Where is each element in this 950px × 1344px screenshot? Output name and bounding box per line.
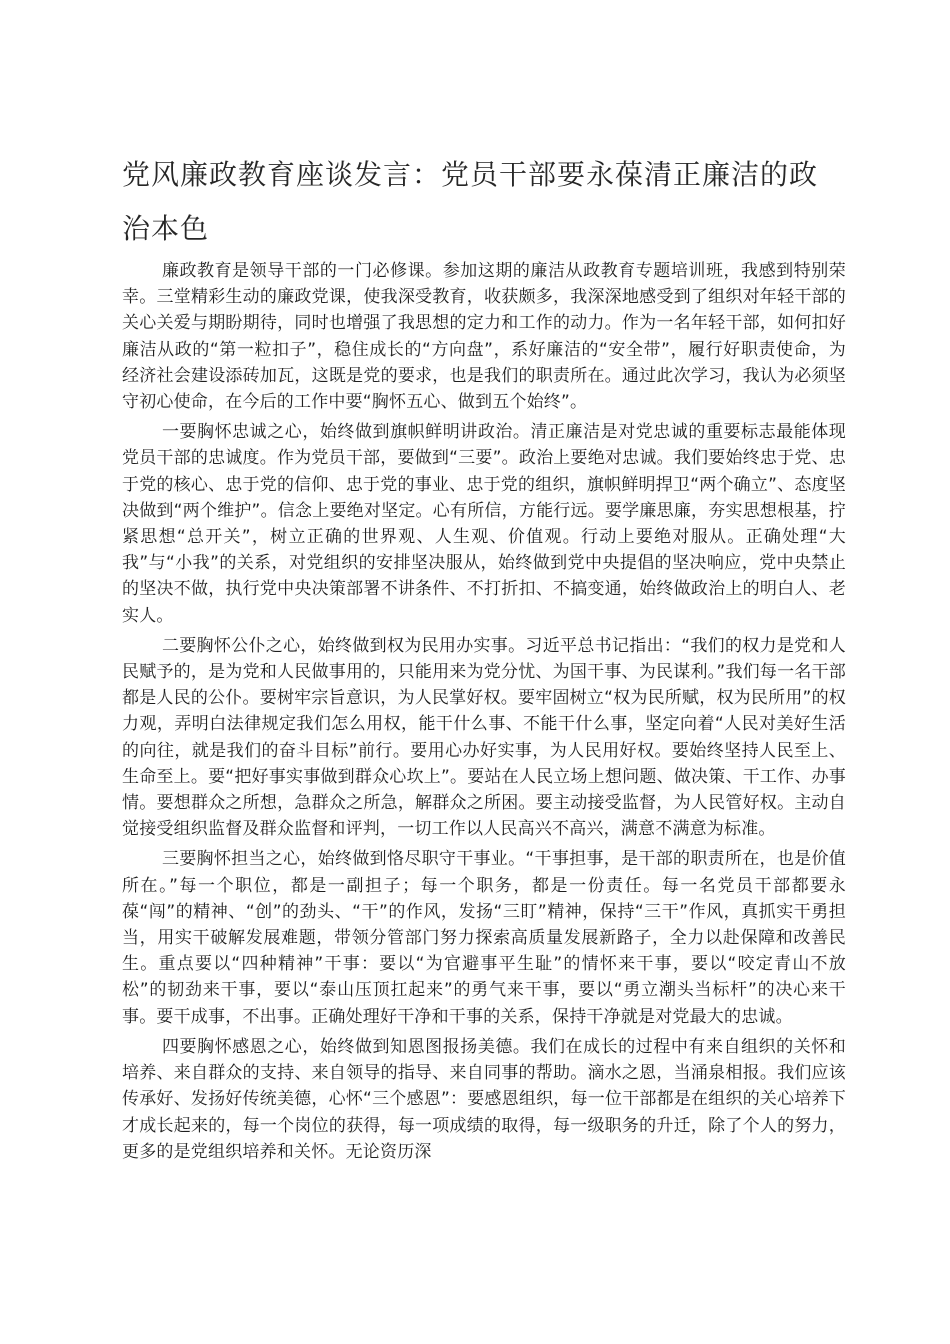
document-body (122, 258, 846, 1169)
paragraph-responsibility: 三要胸怀担当之心，始终做到恪尽职守干事业。“干事担事，是干部的职责所在，也是价值所在。”每一个职位，都是一副担子；每一个职务，都是一份责任。每一名党员干部都要永葆“闯”的精神、“创”的劲头、“干”的作风，发扬“三盯”精神，保持“三干”作风，真抓实干勇担当，用实干破解发展难题，带领分管部门努力探索高质量发展新路子，全力以赴保障和改善民生。重点要以“四种精神”干事：要以“为官避事平生耻”的情怀来干事，要以“咬定青山不放松”的韧劲来干事，要以“泰山压顶扛起来”的勇气来干事，要以“勇立潮头当标杆”的决心来干事。要干成事，不出事。正确处理好干净和干事的关系，保持干净就是对党最大的忠诚。 (122, 849, 846, 1027)
document-title: 党风廉政教育座谈发言：党员干部要永葆清正廉洁的政治本色 (122, 158, 819, 245)
intro-paragraph: 廉政教育是领导干部的一门必修课。参加这期的廉洁从政教育专题培训班，我感到特别荣幸。三堂精彩生动的廉政党课，使我深受教育，收获颇多，我深深地感受到了组织对年轻干部的关心关爱与期盼期待，同时也增强了我思想的定力和工作的动力。作为一名年轻干部，如何扣好廉洁从政的“第一粒扣子”，稳住成长的“方向盘”，系好廉洁的“安全带”，履行好职责使命，为经济社会建设添砖加瓦，这既是党的要求，也是我们的职责所在。通过此次学习，我认为必须坚守初心使命，在今后的工作中要“胸怀五心、做到五个始终”。 (122, 261, 846, 413)
paragraph-loyalty: 一要胸怀忠诚之心，始终做到旗帜鲜明讲政治。清正廉洁是对党忠诚的重要标志最能体现党员干部的忠诚度。作为党员干部，要做到“三要”。政治上要绝对忠诚。我们要始终忠于党、忠于党的核心、忠于党的信仰、忠于党的事业、忠于党的组织，旗帜鲜明捍卫“两个确立”、态度坚决做到“两个维护”。信念上要绝对坚定。心有所信，方能行远。要学廉思廉，夯实思想根基，拧紧思想“总开关”，树立正确的世界观、人生观、价值观。行动上要绝对服从。正确处理“大我”与“小我”的关系，对党组织的安排坚决服从，始终做到党中央提倡的坚决响应，党中央禁止的坚决不做，执行党中央决策部署不讲条件、不打折扣、不搞变通，始终做政治上的明白人、老实人。 (122, 422, 846, 626)
paragraph-public-servant: 二要胸怀公仆之心，始终做到权为民用办实事。习近平总书记指出：“我们的权力是党和人民赋予的，是为党和人民做事用的，只能用来为党分忧、为国干事、为民谋利。”我们每一名干部都是人民的公仆。要树牢宗旨意识，为人民掌好权。要牢固树立“权为民所赋，权为民所用”的权力观，弄明白法律规定我们怎么用权，能干什么事、不能干什么事，坚定向着“人民对美好生活的向往，就是我们的奋斗目标”前行。要用心办好实事，为人民用好权。要始终坚持人民至上、生命至上。要“把好事实事做到群众心坎上”。要站在人民立场上想问题、做决策、干工作、办事情。要想群众之所想，急群众之所急，解群众之所困。要主动接受监督，为人民管好权。主动自觉接受组织监督及群众监督和评判，一切工作以人民高兴不高兴，满意不满意为标准。 (122, 635, 846, 840)
paragraph-gratitude: 四要胸怀感恩之心，始终做到知恩图报扬美德。我们在成长的过程中有来自组织的关怀和培养、来自群众的支持、来自领导的指导、来自同事的帮助。滴水之恩，当涌泉相报。我们应该传承好、发扬好传统美德，心怀“三个感恩”：要感恩组织，每一位干部都是在组织的关心培养下才成长起来的，每一个岗位的获得，每一项成绩的取得，每一级职务的升迁，除了个人的努力，更多的是党组织培养和关怀。无论资历深 (122, 1036, 846, 1162)
